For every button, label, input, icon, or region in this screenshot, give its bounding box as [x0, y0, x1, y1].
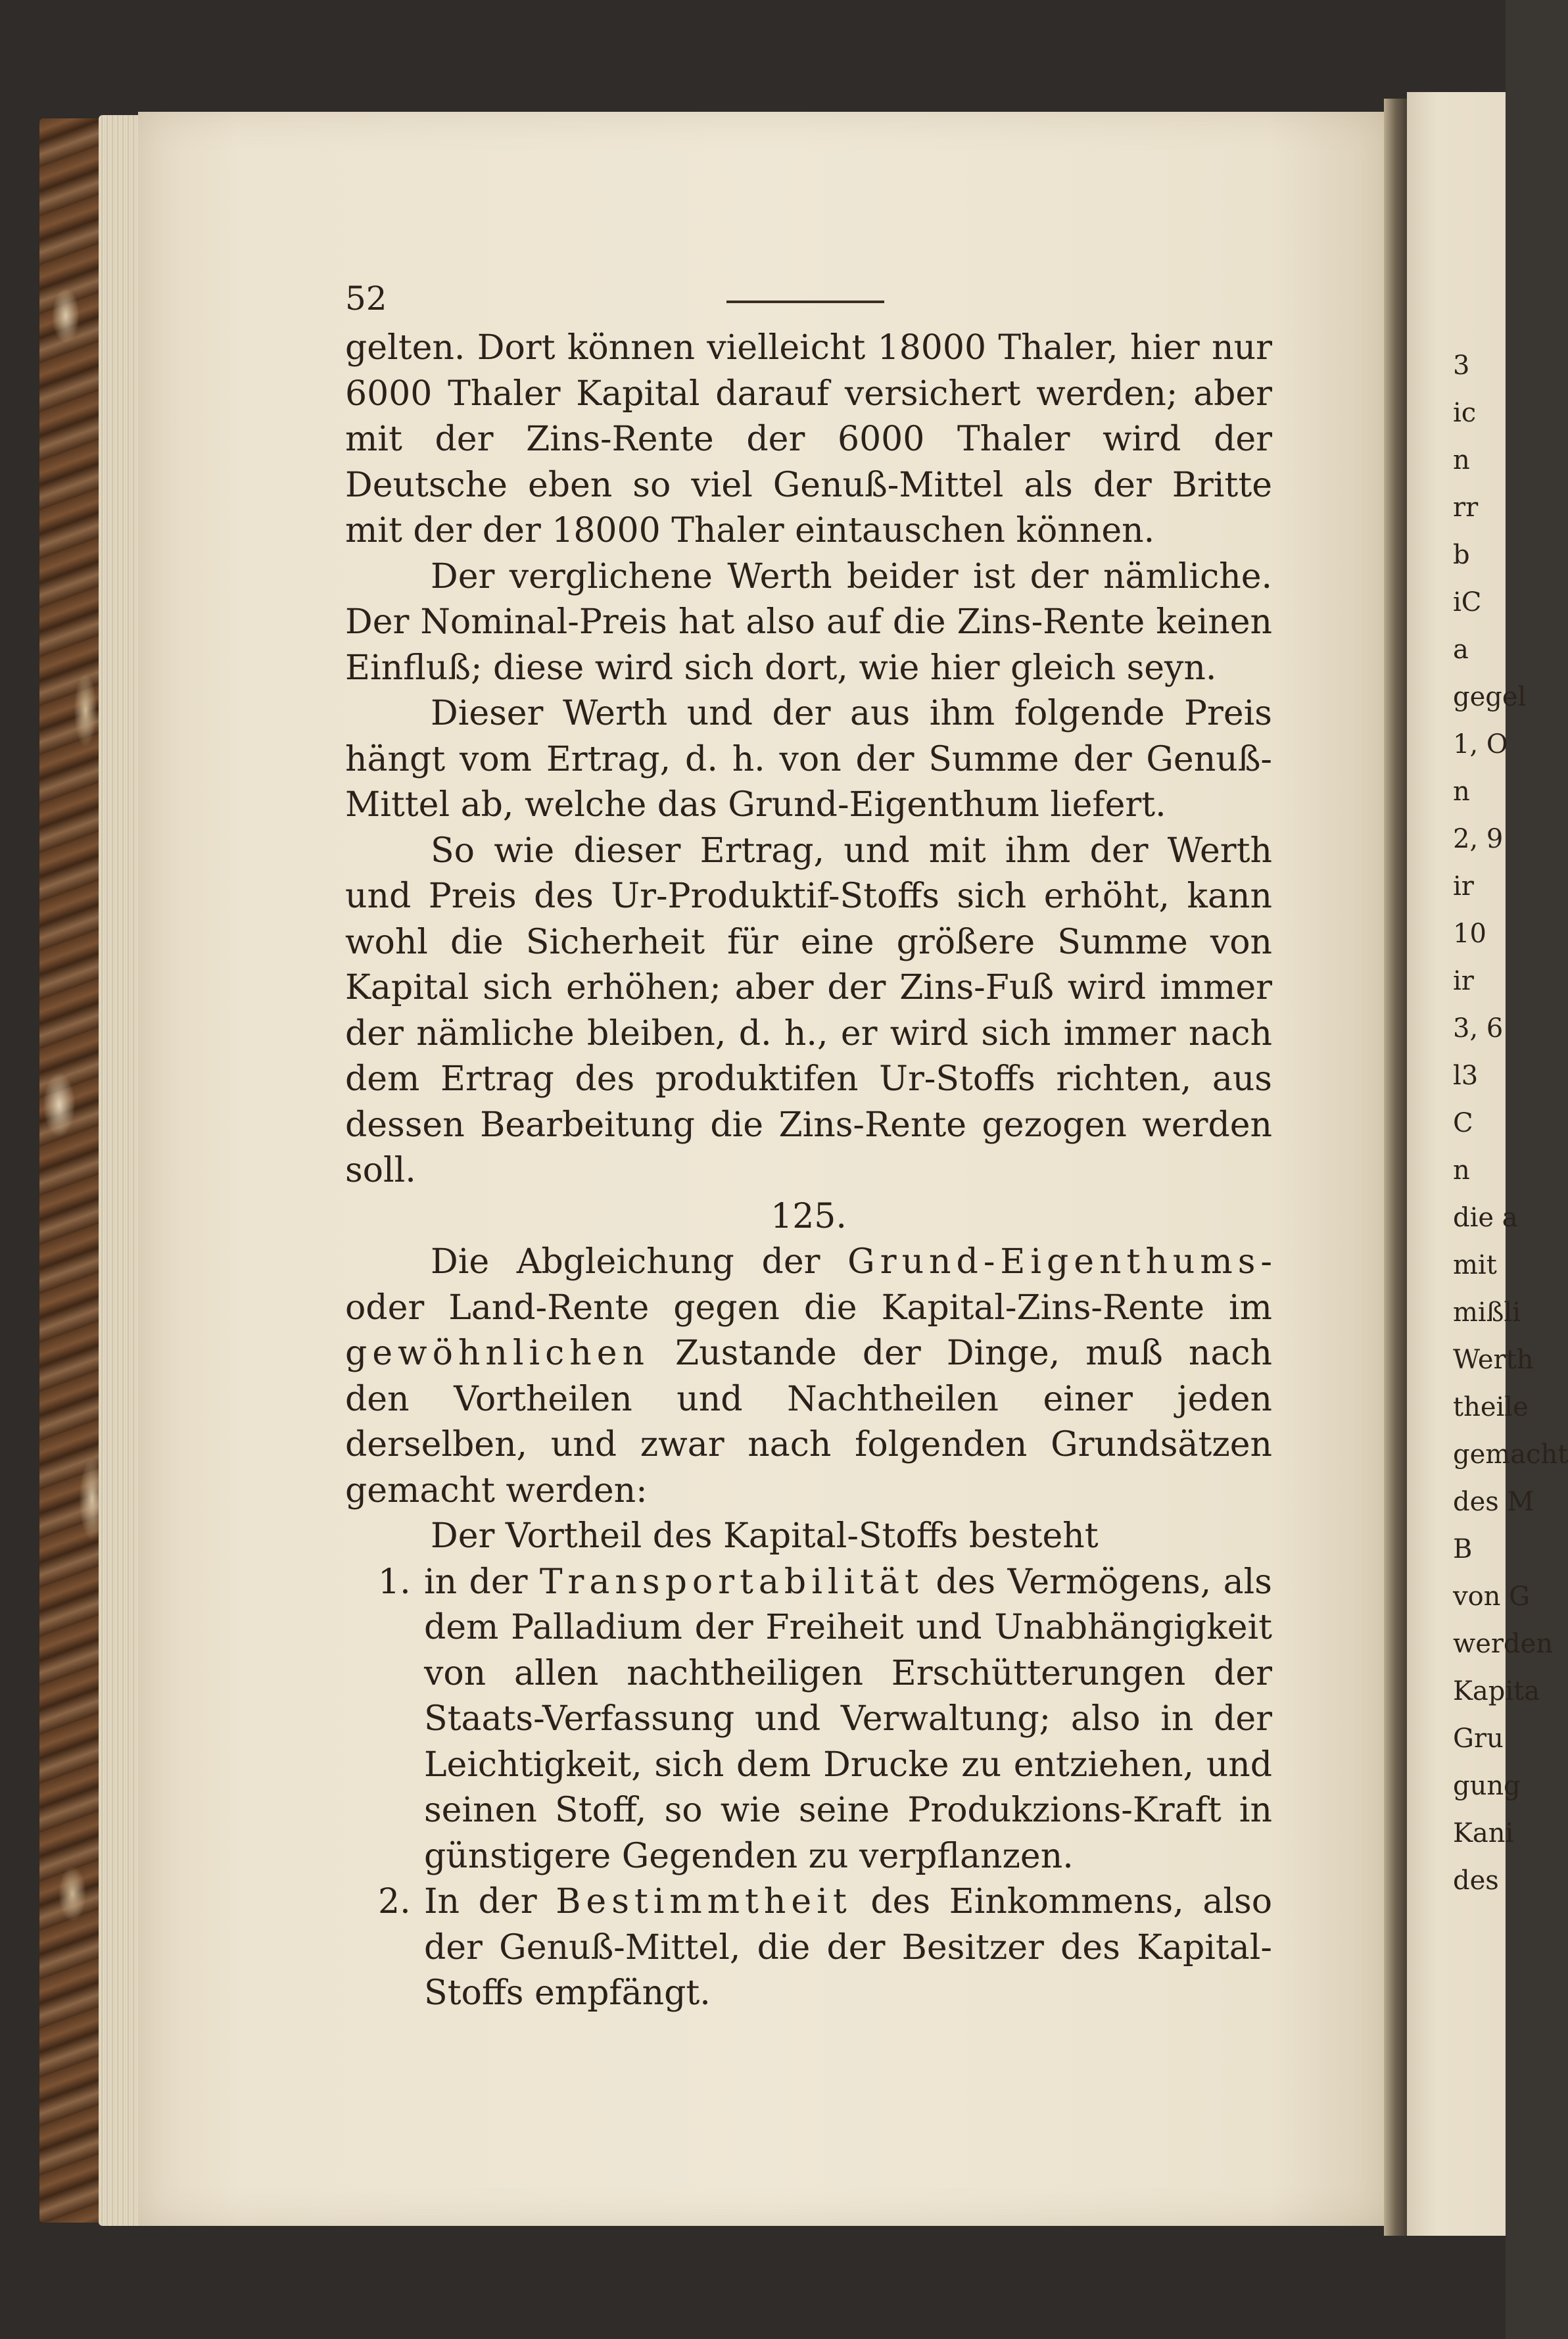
next-page-fragment: von G	[1453, 1581, 1531, 1612]
header-rule	[726, 301, 884, 303]
paragraph-3: Dieser Werth und der aus ihm folgende Preis hängt vom Ertrag, d. h. von der Summe der Genuß-Mittel ab, welche das Grund-Eigenthum liefert.	[345, 694, 1272, 825]
next-page-fragment: des	[1453, 1866, 1499, 1896]
next-page-fragment: werden	[1453, 1629, 1554, 1659]
next-page-fragment: Kapita	[1453, 1676, 1540, 1706]
intro-spaced-1: Grund-Eigenthums	[847, 1242, 1261, 1282]
next-page-fragment: l3	[1453, 1061, 1479, 1091]
intro-mid-1: - oder Land-Rente gegen die Kapital-Zins-Rente im	[345, 1242, 1272, 1328]
next-page-fragment: des M	[1453, 1487, 1534, 1517]
list-start: in der	[424, 1562, 540, 1602]
intro-start: Die Abgleichung der	[431, 1242, 848, 1282]
next-page-fragment: gung	[1453, 1771, 1521, 1801]
next-page-fragment: a	[1453, 635, 1469, 665]
next-page-fragment: 2, 9	[1453, 824, 1504, 854]
next-page-fragment: mißli	[1453, 1297, 1521, 1328]
next-page-fragment: n	[1453, 1155, 1470, 1186]
page-header	[345, 266, 1272, 326]
next-page-fragment: b	[1453, 540, 1470, 570]
next-page-fragment: ir	[1453, 966, 1474, 996]
next-page-fragment: gemacht	[1453, 1439, 1568, 1470]
paragraph-4: So wie dieser Ertrag, und mit ihm der Werth und Preis des Ur-Produktif-Stoffs sich erhöht, kann wohl die Sicherheit für eine größere Summe von Kapital sich erhöhen; aber der Zins-Fuß wird immer der nämliche bleiben, d. h., er wird sich immer nach dem Ertrag des produktifen Ur-Stoffs richten, aus dessen Bearbeitung die Zins-Rente gezogen werden soll.	[345, 831, 1272, 1190]
next-page-fragment: 10	[1453, 919, 1486, 949]
section-intro	[345, 1240, 1272, 1514]
next-page-fragment: die a	[1453, 1203, 1518, 1233]
paragraph-2: Der verglichene Werth beider ist der nämliche. Der Nominal-Preis hat also auf die Zins-Rente keinen Einfluß; diese wird sich dort, wie hier gleich seyn.	[345, 556, 1272, 688]
intro-spaced-2: gewöhnlichen	[345, 1334, 650, 1373]
next-page-fragment: B	[1453, 1534, 1473, 1564]
next-page-fragment: Gru	[1453, 1724, 1504, 1754]
intro-end: Zustande der Dinge, muß nach den Vortheilen und Nachtheilen einer jeden derselben, und zwar nach folgenden Grundsätzen gemacht werden:	[345, 1334, 1272, 1510]
next-page-fragment: Kani	[1453, 1818, 1514, 1848]
next-page-fragment: n	[1453, 445, 1470, 475]
page-text-block	[345, 266, 1272, 2017]
next-page-fragment: rr	[1453, 493, 1479, 523]
next-page-fragment: mit	[1453, 1250, 1497, 1280]
list-item-1	[345, 1560, 1272, 1880]
next-page-fragment: C	[1453, 1108, 1473, 1138]
page-number: 52	[345, 279, 387, 318]
list-rest: des Vermögens, als dem Palladium der Freiheit und Unabhängigkeit von allen nachtheiligen Erschütterungen der Staats-Verfassung und Verwaltung; also in der Leichtigkeit, sich dem Drucke zu entziehen, und seinen Stoff, so wie seine Produkzions-Kraft in günstigere Gegenden zu verpflanzen.	[424, 1562, 1272, 1876]
next-page-fragment: iC	[1453, 587, 1482, 617]
list-number: 2.	[378, 1882, 411, 1921]
section-lead: Der Vortheil des Kapital-Stoffs besteht	[431, 1516, 1099, 1556]
next-page-fragment: theile	[1453, 1392, 1529, 1422]
list-item-2	[345, 1879, 1272, 2017]
list-start: In der	[424, 1882, 556, 1921]
next-page-fragment: ic	[1453, 398, 1477, 428]
next-page-fragment: gegel	[1453, 682, 1527, 712]
list-rest: des Einkommens, also der Genuß-Mittel, die der Besitzer des Kapital-Stoffs empfängt.	[424, 1882, 1272, 2013]
book-gutter	[1384, 99, 1410, 2236]
list-number: 1.	[378, 1562, 411, 1602]
next-page-fragments	[1453, 342, 1568, 1904]
next-page-fragment: 3, 6	[1453, 1013, 1504, 1044]
list-spaced: Transportabilität	[539, 1562, 924, 1602]
next-page-fragment: Werth	[1453, 1345, 1534, 1375]
section-number: 125.	[771, 1196, 847, 1236]
next-page-fragment: n	[1453, 777, 1470, 807]
next-page-fragment: 1, O	[1453, 729, 1508, 760]
next-page-fragment: 3	[1453, 350, 1470, 381]
paragraph-1: gelten. Dort können vielleicht 18000 Thaler, hier nur 6000 Thaler Kapital darauf versichert werden; aber mit der Zins-Rente der 6000 Thaler wird der Deutsche eben so viel Genuß-Mittel als der Britte mit der der 18000 Thaler eintauschen können.	[345, 328, 1272, 550]
next-page-fragment: ir	[1453, 871, 1474, 902]
list-spaced: Bestimmtheit	[556, 1882, 852, 1921]
